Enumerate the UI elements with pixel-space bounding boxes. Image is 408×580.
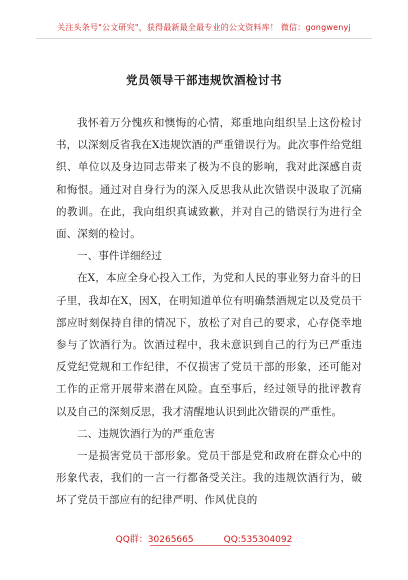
- paragraph-intro: 我怀着万分愧疚和懊悔的心情，郑重地向组织呈上这份检讨书，以深刻反省我在X违规饮酒的严重错误行为。此次事件给党组织、单位以及身边同志带来了极为不良的影响，我对此深感自责和悔恨。通过对自身行为的深入反思我从此次错误中汲取了沉痛的教训。在此，我向组织真诚致歉，并对自己的错误行为进行全面、深刻的检讨。: [56, 117, 362, 241]
- header-divider: [36, 38, 372, 39]
- paragraph-harm-1: 一是损害党员干部形象。党员干部是党和政府在群众心中的形象代表，我们的一言一行都备受关注。我的违规饮酒行为，破坏了党员干部应有的纪律严明、作风优良的: [56, 450, 362, 507]
- section-heading-2: 二、违规饮酒行为的严重危害: [77, 427, 215, 440]
- header-promo-note: 关注头条号"公文研究"，获得最新最全最专业的公文资料库！ 微信：gongwenyj: [57, 23, 351, 32]
- footer-qq-group: QQ群：30265665: [115, 535, 194, 545]
- footer-underline: [150, 545, 290, 546]
- section-heading-1: 一、事件详细经过: [77, 250, 162, 263]
- footer-contact: [0, 532, 408, 545]
- paragraph-event-details: 在X，本应全身心投入工作，为党和人民的事业努力奋斗的日子里，我却在X，因X，在明知道单位有明确禁酒规定以及党员干部应时刻保持自律的情况下，放松了对自己的要求，心存侥幸地参与了饮酒行为。饮酒过程中，我未意识到自己的行为已严重违反党纪党规和工作纪律，不仅损害了党员干部的形象，还可能对工作的正常开展带来潜在风险。直至事后，经过领导的批评教育以及自己的深刻反思，我才清醒地认识到此次错误的严重性。: [56, 272, 362, 418]
- document-title: 党员领导干部违规饮酒检讨书: [126, 73, 282, 87]
- footer-qq: QQ:535304092: [223, 535, 293, 545]
- document-body: [56, 112, 362, 512]
